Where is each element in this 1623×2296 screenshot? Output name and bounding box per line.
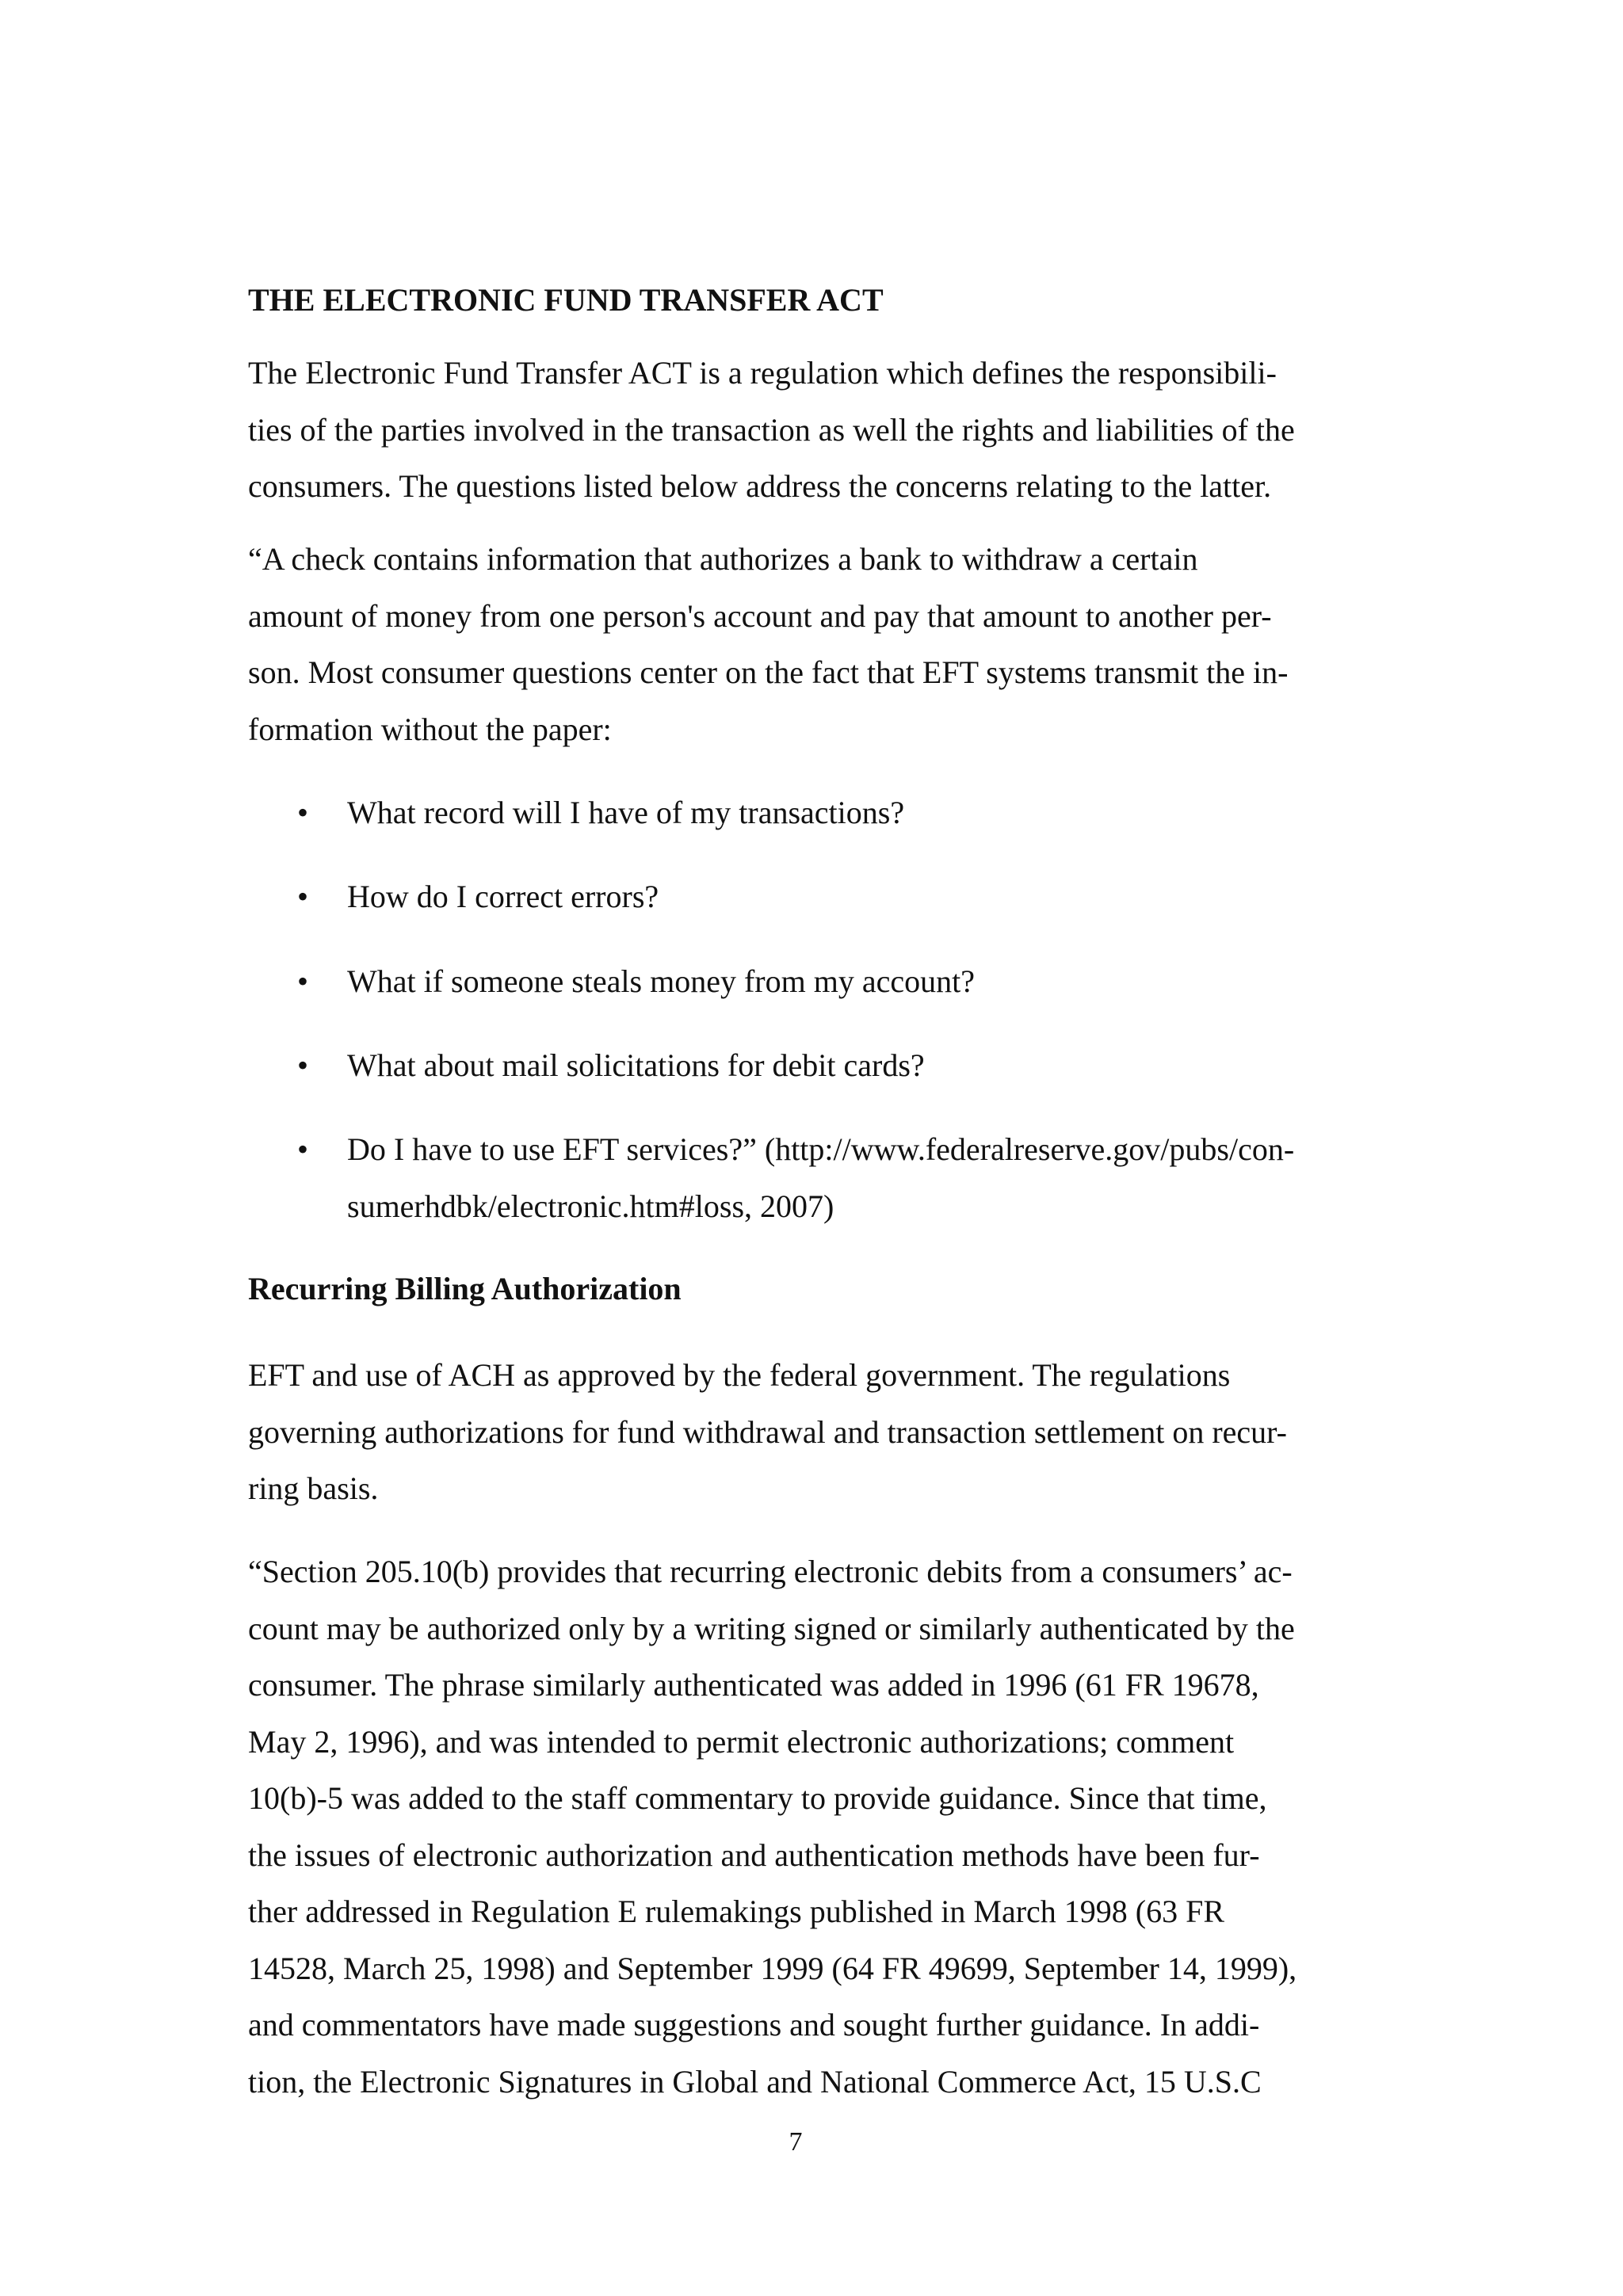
section-line: count may be authorized only by a writing signed or similarly authenticated by the: [248, 1610, 1295, 1646]
section-line: “Section 205.10(b) provides that recurring electronic debits from a consumers’ ac-: [248, 1554, 1293, 1589]
recurring-line: EFT and use of ACH as approved by the federal government. The regulations: [248, 1357, 1231, 1393]
recurring-paragraph: [248, 1347, 1287, 1517]
list-item-text: [347, 1121, 1294, 1234]
quote-line: son. Most consumer questions center on the fact that EFT systems transmit the in-: [248, 654, 1289, 690]
quote-paragraph: [248, 531, 1288, 757]
quote-line: “A check contains information that authorizes a bank to withdraw a certain: [248, 541, 1198, 577]
bullet-icon: •: [297, 795, 309, 830]
bullet-icon: •: [297, 963, 309, 999]
list-item-line: sumerhdbk/electronic.htm#loss, 2007): [347, 1188, 834, 1224]
bullet-icon: •: [297, 879, 309, 914]
recurring-line: ring basis.: [248, 1470, 379, 1506]
intro-paragraph: [248, 345, 1295, 515]
list-item-line: What about mail solicitations for debit cards?: [347, 1047, 925, 1083]
list-item-line: What record will I have of my transactions?: [347, 795, 905, 830]
section-quote-paragraph: [248, 1543, 1296, 2110]
intro-line: consumers. The questions listed below address the concerns relating to the latter.: [248, 468, 1272, 504]
section-line: May 2, 1996), and was intended to permit electronic authorizations; comment: [248, 1723, 1235, 1760]
subsection-heading: Recurring Billing Authorization: [248, 1271, 682, 1306]
section-heading: THE ELECTRONIC FUND TRANSFER ACT: [248, 282, 884, 318]
list-item-text: [347, 784, 904, 841]
recurring-line: governing authorizations for fund withdrawal and transaction settlement on recur-: [248, 1413, 1287, 1450]
bullet-icon: •: [297, 1131, 309, 1167]
quote-line: amount of money from one person's account and pay that amount to another per-: [248, 597, 1272, 634]
list-item-text: [347, 1037, 925, 1094]
section-line: consumer. The phrase similarly authenticated was added in 1996 (61 FR 19678,: [248, 1667, 1259, 1703]
page-number: 7: [789, 2127, 803, 2157]
intro-line: The Electronic Fund Transfer ACT is a regulation which defines the responsibili-: [248, 355, 1277, 391]
list-item-text: [347, 868, 659, 925]
quote-line: formation without the paper:: [248, 711, 612, 747]
intro-line: ties of the parties involved in the transaction as well the rights and liabilities of the: [248, 411, 1295, 448]
section-line: 10(b)-5 was added to the staff commentary to provide guidance. Since that time,: [248, 1780, 1267, 1816]
section-line: and commentators have made suggestions and sought further guidance. In addi-: [248, 2007, 1260, 2042]
section-line: 14528, March 25, 1998) and September 1999 (64 FR 49699, September 14, 1999),: [248, 1950, 1297, 1986]
list-item-line: Do I have to use EFT services?” (http://www.federalreserve.gov/pubs/con-: [347, 1131, 1295, 1167]
list-item-text: [347, 953, 975, 1010]
section-line: tion, the Electronic Signatures in Global and National Commerce Act, 15 U.S.C: [248, 2063, 1262, 2100]
section-line: ther addressed in Regulation E rulemakings published in March 1998 (63 FR: [248, 1894, 1225, 1929]
bullet-icon: •: [297, 1047, 309, 1083]
section-line: the issues of electronic authorization and authentication methods have been fur-: [248, 1836, 1260, 1873]
list-item-line: What if someone steals money from my account?: [347, 963, 975, 999]
list-item-line: How do I correct errors?: [347, 879, 659, 914]
